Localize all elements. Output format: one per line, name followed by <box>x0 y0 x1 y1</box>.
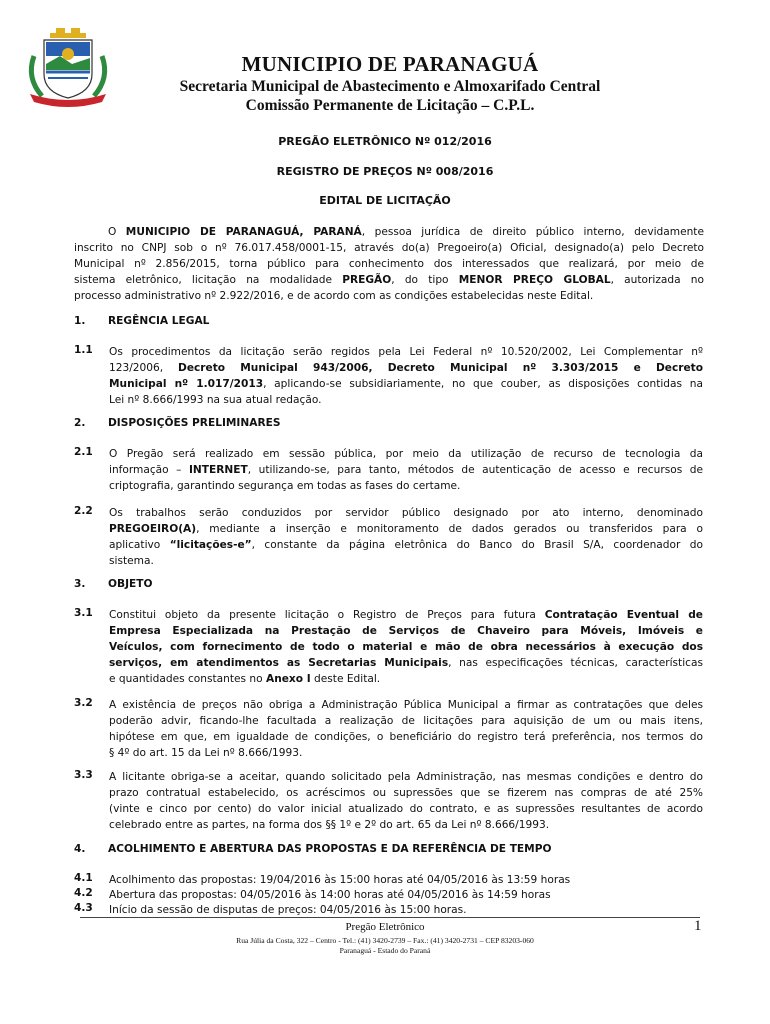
item-2-1-text: O Pregão será realizado em sessão pública, por meio da utilização de recurso de tecnologia da informação – INTERNET, utilizando-se, para tanto, métodos de autenticação de acesso e recursos de criptografia, garantindo segurança em todas as fases do certame. <box>109 448 703 492</box>
item-3-2-text: A existência de preços não obriga a Administração Pública Municipal a firmar as contratações que deles poderão advir, ficando-lhe facultada a realização de licitações para aquisição de um ou mais itens, hipótese em que, em igualdade de condições, o beneficiário do registro terá preferência, nos termos do § 4º do art. 15 da Lei nº 8.666/1993. <box>109 699 703 759</box>
intro-paragraph: O MUNICIPIO DE PARANAGUÁ, PARANÁ, pessoa jurídica de direito público interno, devidamente inscrito no CNPJ sob o nº 76.017.458/0001-15, através do(a) Pregoeiro(a) Oficial, designado(a) pelo Decreto Municipal nº 2.856/2015, torna público para conhecimento dos interessados que realizará, por meio de sistema eletrônico, licitação na modalidade PREGÃO, do tipo MENOR PREÇO GLOBAL, autorizada no processo administrativo nº 2.922/2016, e de acordo com as condições estabelecidas neste Edital. <box>74 226 704 302</box>
section-1-title: REGÊNCIA LEGAL <box>108 315 210 327</box>
item-1-1-text: Os procedimentos da licitação serão regidos pela Lei Federal nº 10.520/2002, Lei Complementar nº 123/2006, Decreto Municipal 943/2006, Decreto Municipal nº 3.303/2015 e Decreto Municipal nº 1.017/2013, aplicando-se subsidiariamente, no que couber, as disposições contidas na Lei nº 8.666/1993 na sua atual redação. <box>109 346 703 406</box>
item-1-1-number: 1.1 <box>74 344 93 356</box>
municipal-coat-of-arms-icon <box>20 26 116 108</box>
edital-title: EDITAL DE LICITAÇÃO <box>319 194 451 207</box>
item-4-1-number: 4.1 <box>74 872 93 884</box>
commission-name: Comissão Permanente de Licitação – C.P.L. <box>245 97 535 114</box>
item-2-2-text: Os trabalhos serão conduzidos por servidor público designado por ato interno, denominado PREGOEIRO(A), mediante a inserção e monitoramento de dados gerados ou transferidos para o aplicativo “licitações-e”, constante da página eletrônica do Banco do Brasil S/A, coordenador do sistema. <box>109 507 703 567</box>
section-3-number: 3. <box>74 578 86 590</box>
item-4-3-text: Início da sessão de disputas de preços: 04/05/2016 às 15:00 horas. <box>109 904 467 916</box>
footer-title: Pregão Eletrônico <box>345 921 425 933</box>
item-3-3-text: A licitante obriga-se a aceitar, quando solicitado pela Administração, nas mesmas condições e dentro do prazo contratual estabelecido, os acréscimos ou supressões que se fizerem nas compras de até 25% (vinte e cinco por cento) do valor inicial atualizado do contrato, e as supressões resultantes de acordo celebrado entre as partes, na forma dos §§ 1º e 2º do art. 65 da Lei nº 8.666/1993. <box>109 771 703 831</box>
section-4-number: 4. <box>74 843 86 855</box>
footer-city: Paranaguá - Estado do Paraná <box>339 946 431 955</box>
item-4-3-number: 4.3 <box>74 902 93 914</box>
item-2-1-number: 2.1 <box>74 446 93 458</box>
page-number: 1 <box>694 918 702 934</box>
item-3-1-number: 3.1 <box>74 607 93 619</box>
registro-number: REGISTRO DE PREÇOS Nº 008/2016 <box>276 165 494 178</box>
item-3-2-number: 3.2 <box>74 697 93 709</box>
section-1-number: 1. <box>74 315 86 327</box>
section-3-title: OBJETO <box>108 578 153 590</box>
section-2-number: 2. <box>74 417 86 429</box>
secretaria-name: Secretaria Municipal de Abastecimento e Almoxarifado Central <box>179 78 601 95</box>
section-4-title: ACOLHIMENTO E ABERTURA DAS PROPOSTAS E DA REFERÊNCIA DE TEMPO <box>108 843 552 855</box>
item-4-1-text: Acolhimento das propostas: 19/04/2016 às 15:00 horas até 04/05/2016 às 13:59 horas <box>109 874 571 886</box>
section-2-title: DISPOSIÇÕES PRELIMINARES <box>108 417 281 429</box>
footer-divider <box>80 917 700 918</box>
item-4-2-number: 4.2 <box>74 887 93 899</box>
item-3-3-number: 3.3 <box>74 769 93 781</box>
item-4-2-text: Abertura das propostas: 04/05/2016 às 14:00 horas até 04/05/2016 às 14:59 horas <box>109 889 551 901</box>
municipality-name: MUNICIPIO DE PARANAGUÁ <box>241 52 539 76</box>
item-3-1-text: Constitui objeto da presente licitação o Registro de Preços para futura Contratação Eventual de Empresa Especializada na Prestação de Serviços de Chaveiro para Móveis, Imóveis e Veículos, com fornecimento de todo o material e mão de obra necessários à execução dos serviços, em atendimentos as Secretarias Municipais, nas especificações técnicas, características e quantidades constantes no Anexo I deste Edital. <box>109 609 703 685</box>
footer-address: Rua Júlia da Costa, 322 – Centro - Tel.: (41) 3420-2739 – Fax.: (41) 3420-2731 – CEP 83203-060 <box>236 936 534 945</box>
pregao-number: PREGÃO ELETRÔNICO Nº 012/2016 <box>278 135 492 148</box>
item-2-2-number: 2.2 <box>74 505 93 517</box>
